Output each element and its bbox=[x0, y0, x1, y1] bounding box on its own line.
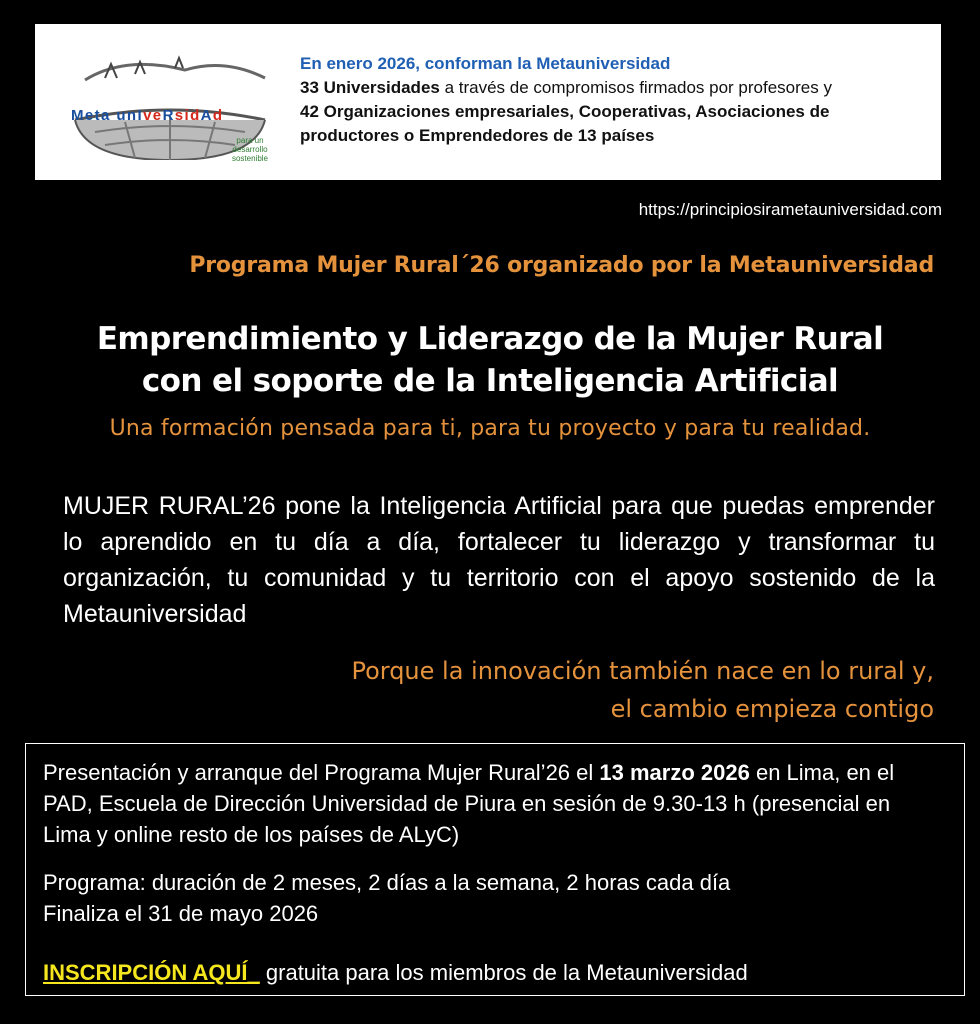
banner-line-4: productores o Emprendedores de 13 países bbox=[300, 126, 655, 145]
headline-line-2: con el soporte de la Inteligencia Artificial bbox=[141, 363, 839, 399]
registration-note: gratuita para los miembros de la Metauniversidad bbox=[259, 960, 748, 985]
logo-wordmark: Meta unIveRsidAd bbox=[71, 107, 224, 124]
logo-tagline: para un desarrollo sostenible bbox=[231, 136, 269, 163]
banner-line-3: 42 Organizaciones empresariales, Cooperativas, Asociaciones de bbox=[300, 102, 830, 121]
banner-line-1: En enero 2026, conforman la Metauniversidad bbox=[300, 54, 671, 73]
registration-row bbox=[43, 957, 933, 988]
program-title: Programa Mujer Rural´26 organizado por la Metauniversidad bbox=[189, 253, 934, 278]
banner-text bbox=[300, 52, 930, 148]
page-title bbox=[0, 318, 980, 402]
headline-line-1: Emprendimiento y Liderazgo de la Mujer Rural bbox=[96, 321, 884, 357]
description-paragraph: MUJER RURAL’26 pone la Inteligencia Artificial para que puedas emprender lo aprendido en tu día a día, fortalecer tu liderazgo y transformar tu organización, tu comunidad y tu territorio con el apoyo sostenido de la Metauniversidad bbox=[63, 492, 935, 628]
closing-quote bbox=[351, 652, 934, 728]
presentation-details: Presentación y arranque del Programa Mujer Rural’26 el 13 marzo 2026 en Lima, en el PAD, Escuela de Dirección Universidad de Piura en sesión de 9.30-13 h (presencial en Lima y online resto de los países de ALyC) bbox=[43, 760, 895, 847]
registration-link[interactable]: INSCRIPCIÓN AQUÍ_ bbox=[43, 960, 260, 985]
header-banner bbox=[35, 24, 941, 180]
metauniversidad-logo bbox=[65, 50, 275, 163]
quote-line-1: Porque la innovación también nace en lo rural y, bbox=[351, 657, 934, 685]
subtitle: Una formación pensada para ti, para tu proyecto y para tu realidad. bbox=[109, 416, 871, 441]
quote-line-2: el cambio empieza contigo bbox=[610, 695, 934, 723]
banner-line-2: 33 Universidades a través de compromisos firmados por profesores y bbox=[300, 78, 832, 97]
website-link[interactable]: https://principiosirametauniversidad.com bbox=[638, 200, 942, 219]
program-duration: Programa: duración de 2 meses, 2 días a la semana, 2 horas cada día Finaliza el 31 de mayo 2026 bbox=[43, 870, 731, 926]
event-date: 13 marzo 2026 bbox=[599, 760, 750, 785]
event-info-box bbox=[25, 743, 965, 996]
